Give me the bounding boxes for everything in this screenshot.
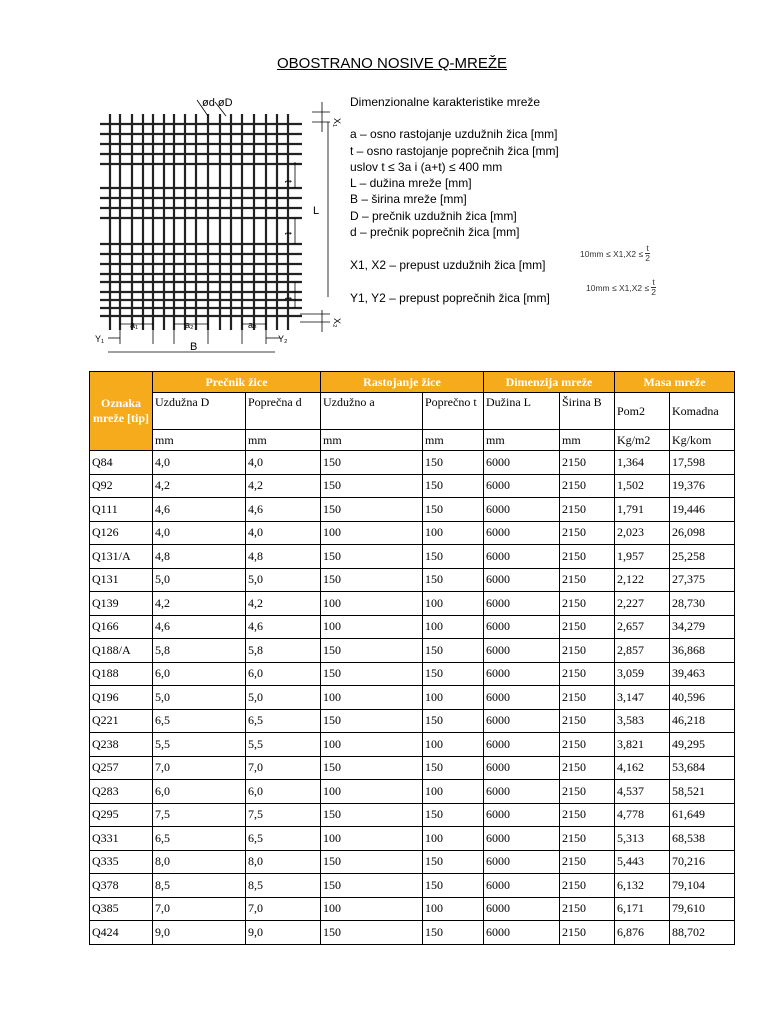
table-cell: 150 bbox=[321, 874, 423, 898]
table-cell: 6000 bbox=[484, 709, 560, 733]
table-cell: 150 bbox=[321, 709, 423, 733]
table-cell: 150 bbox=[321, 545, 423, 569]
table-cell: 150 bbox=[321, 850, 423, 874]
table-cell: 4,778 bbox=[615, 803, 670, 827]
table-cell: 2150 bbox=[560, 874, 615, 898]
description-heading: Dimenzionalne karakteristike mreže bbox=[350, 95, 541, 109]
table-cell: 28,730 bbox=[670, 592, 735, 616]
table-cell: 150 bbox=[321, 803, 423, 827]
row-label: Q196 bbox=[90, 686, 153, 710]
group-header: Rastojanje žice bbox=[321, 372, 484, 393]
table-cell: 6,132 bbox=[615, 874, 670, 898]
table-cell: 6000 bbox=[484, 780, 560, 804]
table-row bbox=[90, 803, 735, 827]
table-cell: 150 bbox=[321, 568, 423, 592]
table-row bbox=[90, 686, 735, 710]
row-label: Q131/A bbox=[90, 545, 153, 569]
subheader: Uzdužno a bbox=[321, 393, 423, 430]
row-label: Q335 bbox=[90, 850, 153, 874]
table-cell: 100 bbox=[423, 897, 484, 921]
table-cell: 88,702 bbox=[670, 921, 735, 945]
row-label: Q111 bbox=[90, 498, 153, 522]
frac-num: t bbox=[646, 243, 649, 253]
table-cell: 6000 bbox=[484, 498, 560, 522]
row-label: Q221 bbox=[90, 709, 153, 733]
table-cell: 150 bbox=[321, 498, 423, 522]
table-cell: 2150 bbox=[560, 615, 615, 639]
table-cell: 8,0 bbox=[153, 850, 246, 874]
table-cell: 5,8 bbox=[246, 639, 321, 663]
table-cell: 5,5 bbox=[153, 733, 246, 757]
table-cell: 6000 bbox=[484, 521, 560, 545]
table-row bbox=[90, 850, 735, 874]
table-cell: 17,598 bbox=[670, 451, 735, 475]
unit-cell: mm bbox=[321, 430, 423, 451]
table-row bbox=[90, 874, 735, 898]
description-line: d – prečnik poprečnih žica [mm] bbox=[350, 225, 520, 240]
table-cell: 6,5 bbox=[246, 827, 321, 851]
table-cell: 68,538 bbox=[670, 827, 735, 851]
table-cell: 2150 bbox=[560, 827, 615, 851]
formula-x bbox=[580, 244, 650, 263]
table-cell: 2150 bbox=[560, 592, 615, 616]
table-cell: 6000 bbox=[484, 921, 560, 945]
a2-label: a₂ bbox=[185, 320, 194, 330]
description-line: B – širina mreže [mm] bbox=[350, 192, 467, 207]
table-row bbox=[90, 498, 735, 522]
unit-cell: mm bbox=[423, 430, 484, 451]
table-cell: 100 bbox=[321, 733, 423, 757]
table-row bbox=[90, 756, 735, 780]
width-label: B bbox=[190, 341, 198, 353]
table-cell: 27,375 bbox=[670, 568, 735, 592]
frac-den: 2 bbox=[645, 253, 650, 263]
description-line: uslov t ≤ 3a i (a+t) ≤ 400 mm bbox=[350, 159, 503, 174]
row-label: Q131 bbox=[90, 568, 153, 592]
mesh-grid bbox=[100, 114, 302, 330]
table-row bbox=[90, 568, 735, 592]
table-cell: 6000 bbox=[484, 733, 560, 757]
a1-label: a₁ bbox=[130, 320, 139, 330]
table-cell: 150 bbox=[423, 921, 484, 945]
table-cell: 150 bbox=[423, 662, 484, 686]
y1-label: Y₁ bbox=[95, 334, 105, 344]
table-cell: 36,868 bbox=[670, 639, 735, 663]
table-cell: 46,218 bbox=[670, 709, 735, 733]
table-cell: 5,0 bbox=[246, 568, 321, 592]
table-row bbox=[90, 615, 735, 639]
row-label: Q331 bbox=[90, 827, 153, 851]
table-cell: 6000 bbox=[484, 639, 560, 663]
table-cell: 4,8 bbox=[153, 545, 246, 569]
table-cell: 6,0 bbox=[246, 780, 321, 804]
row-label: Q166 bbox=[90, 615, 153, 639]
table-cell: 25,258 bbox=[670, 545, 735, 569]
table-cell: 150 bbox=[423, 803, 484, 827]
unit-cell: Kg/m2 bbox=[615, 430, 670, 451]
table-cell: 150 bbox=[423, 709, 484, 733]
an-label: aₙ bbox=[248, 320, 257, 330]
table-cell: 6000 bbox=[484, 850, 560, 874]
table-cell: 2150 bbox=[560, 780, 615, 804]
table-row bbox=[90, 592, 735, 616]
row-label: Q188 bbox=[90, 662, 153, 686]
table-cell: 150 bbox=[423, 498, 484, 522]
table-cell: 150 bbox=[423, 850, 484, 874]
description-line: D – prečnik uzdužnih žica [mm] bbox=[350, 208, 517, 223]
subheader: Komadna bbox=[670, 393, 735, 430]
formula-y bbox=[586, 278, 656, 297]
table-row bbox=[90, 733, 735, 757]
table-cell: 3,059 bbox=[615, 662, 670, 686]
table-cell: 5,5 bbox=[246, 733, 321, 757]
table-cell: 7,0 bbox=[246, 897, 321, 921]
table-cell: 2,023 bbox=[615, 521, 670, 545]
table-cell: 4,2 bbox=[153, 592, 246, 616]
table-cell: 26,098 bbox=[670, 521, 735, 545]
table-cell: 6,5 bbox=[153, 827, 246, 851]
table-body bbox=[90, 451, 735, 945]
row-label: Q238 bbox=[90, 733, 153, 757]
table-cell: 6000 bbox=[484, 756, 560, 780]
table-cell: 4,2 bbox=[153, 474, 246, 498]
mesh-drawing bbox=[90, 92, 340, 357]
table-cell: 150 bbox=[321, 921, 423, 945]
table-cell: 150 bbox=[423, 568, 484, 592]
mesh-table bbox=[89, 371, 735, 945]
table-cell: 6000 bbox=[484, 451, 560, 475]
length-label: L bbox=[313, 205, 320, 217]
table-cell: 6000 bbox=[484, 615, 560, 639]
table-cell: 5,0 bbox=[153, 686, 246, 710]
table-row bbox=[90, 474, 735, 498]
table-cell: 2150 bbox=[560, 639, 615, 663]
table-cell: 100 bbox=[423, 521, 484, 545]
row-label: Q139 bbox=[90, 592, 153, 616]
table-cell: 7,0 bbox=[153, 897, 246, 921]
row-label: Q92 bbox=[90, 474, 153, 498]
table-cell: 79,104 bbox=[670, 874, 735, 898]
table-cell: 2150 bbox=[560, 709, 615, 733]
table-cell: 4,2 bbox=[246, 474, 321, 498]
table-cell: 150 bbox=[321, 662, 423, 686]
table-cell: 4,6 bbox=[153, 615, 246, 639]
table-cell: 7,0 bbox=[246, 756, 321, 780]
description-line: a – osno rastojanje uzdužnih žica [mm] bbox=[350, 127, 558, 142]
table-cell: 100 bbox=[423, 686, 484, 710]
table-cell: 7,5 bbox=[153, 803, 246, 827]
table-cell: 150 bbox=[423, 874, 484, 898]
table-cell: 6000 bbox=[484, 592, 560, 616]
y-overhang-line: Y1, Y2 – prepust poprečnih žica [mm] bbox=[350, 290, 550, 305]
table-row bbox=[90, 709, 735, 733]
table-cell: 100 bbox=[321, 686, 423, 710]
table-cell: 8,0 bbox=[246, 850, 321, 874]
table-cell: 8,5 bbox=[246, 874, 321, 898]
table-cell: 4,537 bbox=[615, 780, 670, 804]
frac-den: 2 bbox=[651, 287, 656, 297]
table-cell: 100 bbox=[321, 592, 423, 616]
table-cell: 4,6 bbox=[246, 498, 321, 522]
row-label: Q295 bbox=[90, 803, 153, 827]
table-cell: 53,684 bbox=[670, 756, 735, 780]
table-cell: 100 bbox=[321, 897, 423, 921]
table-cell: 5,0 bbox=[153, 568, 246, 592]
table-cell: 150 bbox=[423, 756, 484, 780]
table-cell: 100 bbox=[321, 827, 423, 851]
description-line: L – dužina mreže [mm] bbox=[350, 176, 472, 191]
table-cell: 2150 bbox=[560, 662, 615, 686]
table-cell: 2,122 bbox=[615, 568, 670, 592]
table-cell: 70,216 bbox=[670, 850, 735, 874]
table-cell: 4,0 bbox=[153, 451, 246, 475]
table-cell: 2150 bbox=[560, 921, 615, 945]
table-cell: 4,0 bbox=[246, 521, 321, 545]
table-cell: 150 bbox=[423, 474, 484, 498]
table-cell: 150 bbox=[321, 756, 423, 780]
row-label: Q378 bbox=[90, 874, 153, 898]
table-cell: 6,171 bbox=[615, 897, 670, 921]
table-cell: 2150 bbox=[560, 545, 615, 569]
table-cell: 4,0 bbox=[246, 451, 321, 475]
table-cell: 8,5 bbox=[153, 874, 246, 898]
table-cell: 6,876 bbox=[615, 921, 670, 945]
x-overhang-line: X1, X2 – prepust uzdužnih žica [mm] bbox=[350, 258, 546, 273]
table-cell: 2,657 bbox=[615, 615, 670, 639]
group-header: Prečnik žice bbox=[153, 372, 321, 393]
table-cell: 6000 bbox=[484, 686, 560, 710]
formula-y-text: 10mm ≤ X1,X2 ≤ bbox=[586, 282, 650, 293]
table-cell: 3,583 bbox=[615, 709, 670, 733]
table-cell: 34,279 bbox=[670, 615, 735, 639]
frac-num: t bbox=[652, 277, 655, 287]
formula-x-text: 10mm ≤ X1,X2 ≤ bbox=[580, 248, 644, 259]
table-cell: 100 bbox=[423, 592, 484, 616]
table-cell: 2150 bbox=[560, 733, 615, 757]
subheader: Širina B bbox=[560, 393, 615, 430]
table-cell: 150 bbox=[423, 451, 484, 475]
table-cell: 6,5 bbox=[153, 709, 246, 733]
x2-label: X₂ bbox=[332, 318, 342, 328]
table-cell: 6,0 bbox=[246, 662, 321, 686]
table-cell: 2150 bbox=[560, 897, 615, 921]
table-cell: 4,0 bbox=[153, 521, 246, 545]
table-cell: 6000 bbox=[484, 662, 560, 686]
table-cell: 2150 bbox=[560, 568, 615, 592]
table-cell: 100 bbox=[423, 615, 484, 639]
subheader: Poprečna d bbox=[246, 393, 321, 430]
subheader: Uzdužna D bbox=[153, 393, 246, 430]
table-cell: 19,446 bbox=[670, 498, 735, 522]
t-label-2: t bbox=[282, 232, 293, 235]
table-cell: 2,857 bbox=[615, 639, 670, 663]
table-cell: 2150 bbox=[560, 686, 615, 710]
t-label: t bbox=[282, 180, 293, 183]
table-cell: 6,5 bbox=[246, 709, 321, 733]
table-cell: 2150 bbox=[560, 850, 615, 874]
unit-cell: mm bbox=[246, 430, 321, 451]
table-cell: 3,147 bbox=[615, 686, 670, 710]
table-cell: 6000 bbox=[484, 474, 560, 498]
table-cell: 61,649 bbox=[670, 803, 735, 827]
page-title: OBOSTRANO NOSIVE Q-MREŽE bbox=[277, 55, 508, 72]
table-cell: 100 bbox=[321, 615, 423, 639]
table-cell: 58,521 bbox=[670, 780, 735, 804]
table-cell: 6000 bbox=[484, 568, 560, 592]
table-cell: 2,227 bbox=[615, 592, 670, 616]
table-cell: 6000 bbox=[484, 874, 560, 898]
table-cell: 6000 bbox=[484, 803, 560, 827]
table-cell: 2150 bbox=[560, 498, 615, 522]
row-label: Q283 bbox=[90, 780, 153, 804]
table-cell: 1,502 bbox=[615, 474, 670, 498]
t-label-3: t bbox=[282, 297, 293, 300]
table-cell: 150 bbox=[321, 639, 423, 663]
table-cell: 6000 bbox=[484, 827, 560, 851]
table-cell: 100 bbox=[423, 827, 484, 851]
unit-cell: Kg/kom bbox=[670, 430, 735, 451]
table-cell: 1,791 bbox=[615, 498, 670, 522]
table-cell: 2150 bbox=[560, 756, 615, 780]
table-cell: 2150 bbox=[560, 803, 615, 827]
table-cell: 2150 bbox=[560, 474, 615, 498]
table-cell: 1,364 bbox=[615, 451, 670, 475]
table-cell: 6,0 bbox=[153, 780, 246, 804]
table-cell: 4,6 bbox=[246, 615, 321, 639]
table-cell: 9,0 bbox=[153, 921, 246, 945]
table-cell: 2150 bbox=[560, 451, 615, 475]
unit-cell: mm bbox=[484, 430, 560, 451]
table-cell: 3,821 bbox=[615, 733, 670, 757]
table-row bbox=[90, 451, 735, 475]
table-cell: 49,295 bbox=[670, 733, 735, 757]
description bbox=[350, 94, 559, 306]
row-label: Q126 bbox=[90, 521, 153, 545]
diameter-label: ød øD bbox=[202, 97, 233, 109]
table-cell: 150 bbox=[423, 545, 484, 569]
table-cell: 100 bbox=[423, 733, 484, 757]
row-label: Q385 bbox=[90, 897, 153, 921]
table-cell: 79,610 bbox=[670, 897, 735, 921]
table-cell: 39,463 bbox=[670, 662, 735, 686]
subheader: Poprečno t bbox=[423, 393, 484, 430]
table-cell: 7,0 bbox=[153, 756, 246, 780]
group-header: Masa mreže bbox=[615, 372, 735, 393]
table-cell: 150 bbox=[423, 639, 484, 663]
table-cell: 4,162 bbox=[615, 756, 670, 780]
table-cell: 9,0 bbox=[246, 921, 321, 945]
table-row bbox=[90, 662, 735, 686]
table-cell: 150 bbox=[321, 451, 423, 475]
table-row bbox=[90, 639, 735, 663]
table-cell: 150 bbox=[321, 474, 423, 498]
table-cell: 2150 bbox=[560, 521, 615, 545]
table-cell: 100 bbox=[321, 780, 423, 804]
table-row bbox=[90, 545, 735, 569]
subheader: Pom2 bbox=[615, 393, 670, 430]
table-cell: 5,0 bbox=[246, 686, 321, 710]
table-row bbox=[90, 897, 735, 921]
row-label: Q424 bbox=[90, 921, 153, 945]
table-cell: 6000 bbox=[484, 897, 560, 921]
row-label: Q257 bbox=[90, 756, 153, 780]
table-row bbox=[90, 921, 735, 945]
group-header: Dimenzija mreže bbox=[484, 372, 615, 393]
table-row bbox=[90, 827, 735, 851]
table-row bbox=[90, 521, 735, 545]
table-cell: 100 bbox=[321, 521, 423, 545]
table-cell: 6000 bbox=[484, 545, 560, 569]
y2-label: Y₂ bbox=[278, 334, 288, 344]
description-line: t – osno rastojanje poprečnih žica [mm] bbox=[350, 143, 559, 158]
table-cell: 4,6 bbox=[153, 498, 246, 522]
table-cell: 100 bbox=[423, 780, 484, 804]
subheader: Dužina L bbox=[484, 393, 560, 430]
row-label: Q188/A bbox=[90, 639, 153, 663]
table-row bbox=[90, 780, 735, 804]
table-cell: 7,5 bbox=[246, 803, 321, 827]
table-cell: 5,443 bbox=[615, 850, 670, 874]
table-cell: 5,8 bbox=[153, 639, 246, 663]
table-cell: 40,596 bbox=[670, 686, 735, 710]
row-label: Q84 bbox=[90, 451, 153, 475]
oznaka-header: Oznaka mreže [tip] bbox=[90, 372, 153, 451]
table-cell: 6,0 bbox=[153, 662, 246, 686]
table-cell: 1,957 bbox=[615, 545, 670, 569]
table-cell: 19,376 bbox=[670, 474, 735, 498]
unit-cell: mm bbox=[153, 430, 246, 451]
table-cell: 4,8 bbox=[246, 545, 321, 569]
table-cell: 4,2 bbox=[246, 592, 321, 616]
x1-label: X₁ bbox=[332, 118, 342, 128]
unit-cell: mm bbox=[560, 430, 615, 451]
table-cell: 5,313 bbox=[615, 827, 670, 851]
